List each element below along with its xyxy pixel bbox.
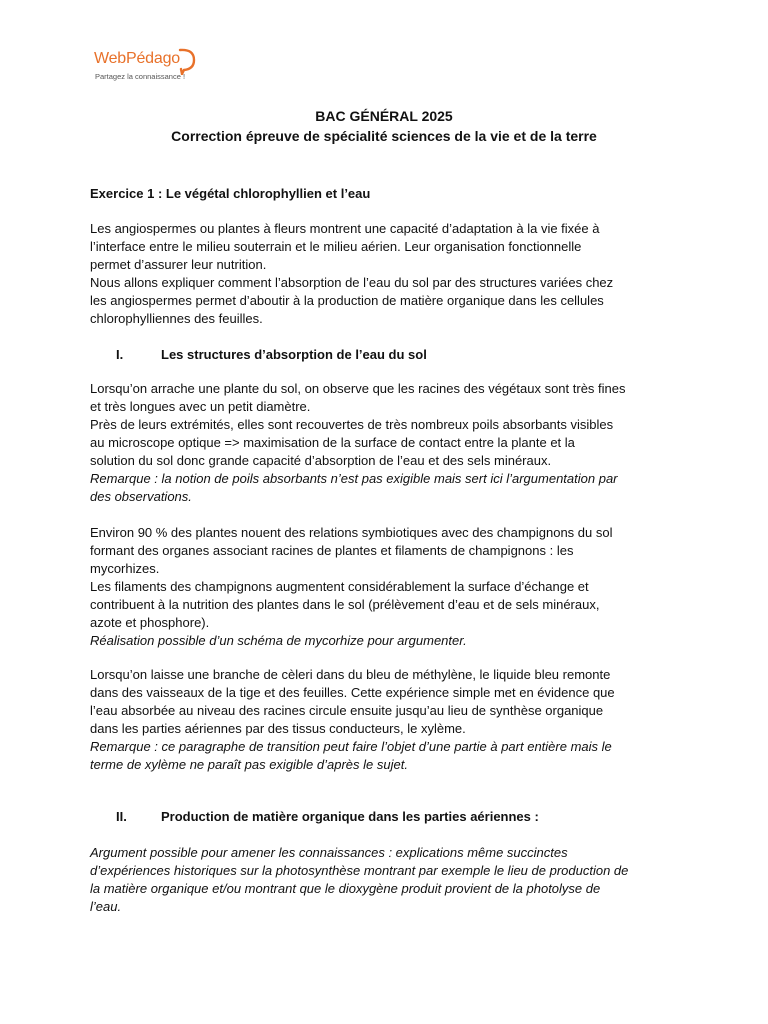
text-line: Près de leurs extrémités, elles sont recouvertes de très nombreux poils absorbants visibles xyxy=(90,417,614,432)
text-line: Argument possible pour amener les connaissances : explications même succinctes xyxy=(90,845,568,860)
text-line: dans des vaisseaux de la tige et des feuilles. Cette expérience simple met en évidence que xyxy=(90,685,615,700)
text-line: les angiospermes permet d’aboutir à la production de matière organique dans les cellules xyxy=(90,293,604,308)
text-line: l’interface entre le milieu souterrain et le milieu aérien. Leur organisation fonctionnelle xyxy=(90,239,582,254)
text-line: et très longues avec un petit diamètre. xyxy=(90,399,311,414)
text-line: contribuent à la nutrition des plantes dans le sol (prélèvement d’eau et de sels minéraux, xyxy=(90,597,600,612)
text-line: Les angiospermes ou plantes à fleurs montrent une capacité d’adaptation à la vie fixée à xyxy=(90,221,600,236)
logo-brand: WebPédago xyxy=(94,50,180,67)
webpedago-logo xyxy=(94,47,204,87)
text-line: Nous allons expliquer comment l’absorption de l’eau du sol par des structures variées chez xyxy=(90,275,614,290)
section-1-title: Les structures d’absorption de l’eau du sol xyxy=(161,347,427,362)
section-1-paragraph-2 xyxy=(90,524,690,650)
section-1-paragraph-3 xyxy=(90,666,690,774)
text-line: azote et phosphore). xyxy=(90,615,210,630)
text-line: la matière organique et/ou montrant que le dioxygène produit provient de la photolyse de xyxy=(90,881,601,896)
text-line: Environ 90 % des plantes nouent des relations symbiotiques avec des champignons du sol xyxy=(90,525,613,540)
text-line: l’eau absorbée au niveau des racines circule ensuite jusqu’au lieu de synthèse organique xyxy=(90,703,604,718)
text-line: l’eau. xyxy=(90,899,122,914)
remark-line: Réalisation possible d’un schéma de mycorhize pour argumenter. xyxy=(90,633,467,648)
section-2-number: II. xyxy=(116,809,127,824)
page-title: BAC GÉNÉRAL 2025 xyxy=(315,108,453,124)
logo-tagline: Partagez la connaissance ! xyxy=(95,72,186,81)
exercise-heading: Exercice 1 : Le végétal chlorophyllien et l’eau xyxy=(90,186,371,201)
text-line: solution du sol donc grande capacité d’absorption de l’eau et des sels minéraux. xyxy=(90,453,552,468)
remark-line: Remarque : ce paragraphe de transition peut faire l’objet d’une partie à part entière mais le xyxy=(90,739,612,754)
text-line: Les filaments des champignons augmentent considérablement la surface d’échange et xyxy=(90,579,589,594)
remark-line: des observations. xyxy=(90,489,192,504)
remark-line: terme de xylème ne paraît pas exigible d’après le sujet. xyxy=(90,757,408,772)
section-2-title: Production de matière organique dans les parties aériennes : xyxy=(161,809,539,824)
text-line: Lorsqu’on laisse une branche de cèleri dans du bleu de méthylène, le liquide bleu remonte xyxy=(90,667,611,682)
remark-line: Remarque : la notion de poils absorbants n’est pas exigible mais sert ici l’argumentation par xyxy=(90,471,618,486)
text-line: dans les parties aériennes par des tissus conducteurs, le xylème. xyxy=(90,721,466,736)
text-line: Lorsqu’on arrache une plante du sol, on observe que les racines des végétaux sont très fines xyxy=(90,381,626,396)
text-line: mycorhizes. xyxy=(90,561,160,576)
text-line: formant des organes associant racines de plantes et filaments de champignons : les xyxy=(90,543,574,558)
section-2-argument xyxy=(90,844,690,916)
section-1-paragraph-1 xyxy=(90,380,690,506)
intro-paragraph xyxy=(90,220,690,328)
page-subtitle: Correction épreuve de spécialité sciences de la vie et de la terre xyxy=(171,128,597,144)
text-line: permet d’assurer leur nutrition. xyxy=(90,257,267,272)
section-1-number: I. xyxy=(116,347,124,362)
text-line: d’expériences historiques sur la photosynthèse montrant par exemple le lieu de production de xyxy=(90,863,629,878)
text-line: au microscope optique => maximisation de la surface de contact entre la plante et la xyxy=(90,435,575,450)
text-line: chlorophylliennes des feuilles. xyxy=(90,311,263,326)
speech-bubble-icon xyxy=(176,47,198,75)
